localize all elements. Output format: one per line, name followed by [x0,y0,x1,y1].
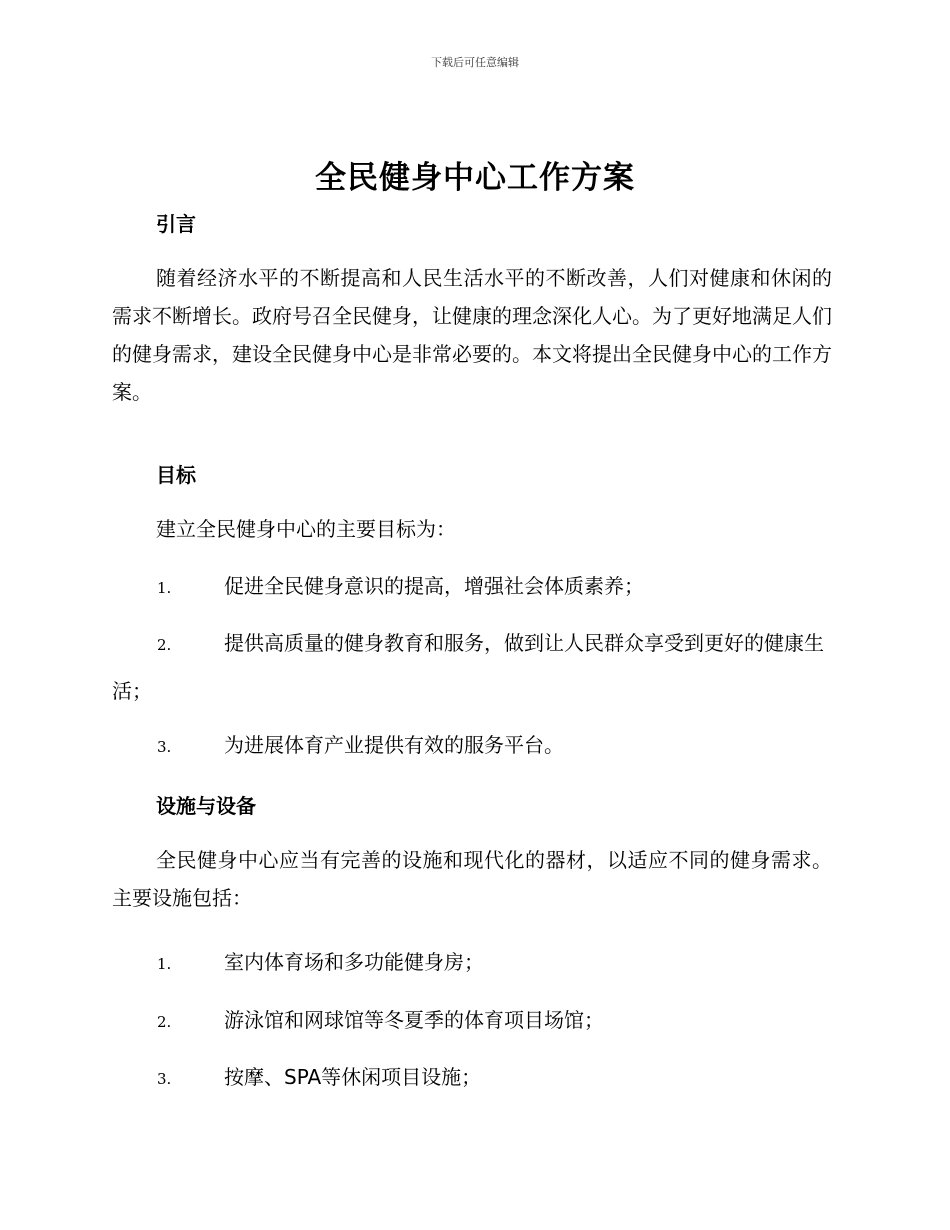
goal-item [112,563,834,611]
document-title: 全民健身中心工作方案 [315,160,635,196]
list-number: 3. [157,1070,172,1088]
list-text: 按摩、SPA等休闲项目设施； [224,1065,482,1089]
list-text: 室内体育场和多功能健身房； [224,950,484,974]
goal-item [112,620,834,714]
list-number: 3. [157,738,172,756]
list-number: 2. [157,636,172,654]
heading-facilities: 设施与设备 [156,794,256,818]
list-number: 2. [157,1013,172,1031]
facilities-paragraph: 全民健身中心应当有完善的设施和现代化的器材，以适应不同的健身需求。主要设施包括： [112,848,832,910]
list-text: 游泳馆和网球馆等冬夏季的体育项目场馆； [224,1008,604,1032]
facility-item [112,939,834,987]
intro-paragraph: 随着经济水平的不断提高和人民生活水平的不断改善，人们对健康和休闲的需求不断增长。政府号召全民健身，让健康的理念深化人心。为了更好地满足人们的健身需求，建设全民健身中心是非常必要的。本文将提出全民健身中心的工作方案。 [112,266,832,404]
header-note: 下载后可任意编辑 [431,56,519,69]
goal-item [112,722,834,770]
list-number: 1. [157,579,172,597]
heading-goals: 目标 [156,463,196,487]
goals-lead: 建立全民健身中心的主要目标为： [156,517,456,541]
list-text: 提供高质量的健身教育和服务，做到让人民群众享受到更好的健康生活； [112,631,824,703]
facility-item [112,997,834,1045]
list-text: 促进全民健身意识的提高，增强社会体质素养； [224,574,644,598]
list-number: 1. [157,955,172,973]
facility-item [112,1054,834,1102]
heading-intro: 引言 [156,212,196,236]
list-text: 为进展体育产业提供有效的服务平台。 [224,733,564,757]
